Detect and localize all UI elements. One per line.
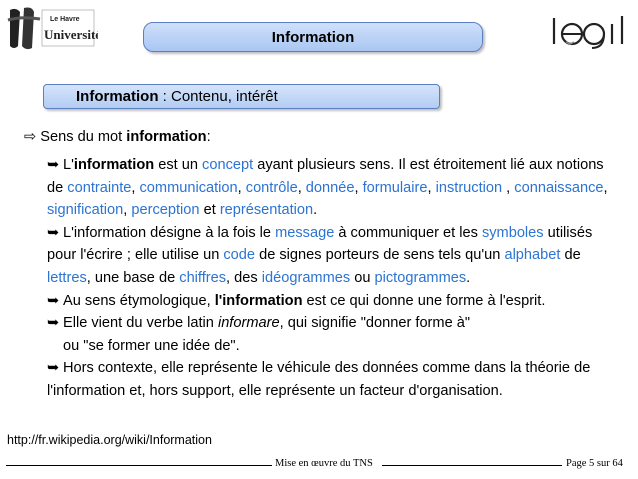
content-area xyxy=(24,126,614,403)
text: L'information désigne à la fois le xyxy=(63,224,276,241)
link-contrainte[interactable]: contrainte xyxy=(67,179,132,196)
text: est ce qui donne une forme à l'esprit. xyxy=(302,292,546,309)
text: , xyxy=(131,179,140,196)
footer-divider-right xyxy=(382,465,562,466)
text: Au sens étymologique, xyxy=(63,292,215,309)
text: de signes porteurs de sens tels qu'un xyxy=(255,247,505,264)
text: , xyxy=(237,179,246,196)
link-instruction[interactable]: instruction xyxy=(435,179,503,196)
link-communication[interactable]: communication xyxy=(139,179,238,196)
slide-title: Information xyxy=(271,28,355,46)
text: . xyxy=(313,202,318,219)
text: ou "se former une idée de". xyxy=(63,337,240,354)
text: , xyxy=(502,179,515,196)
link-code[interactable]: code xyxy=(223,247,256,264)
link-ideogrammes[interactable]: idéogrammes xyxy=(261,269,351,286)
logo-line2: Université xyxy=(44,27,98,42)
bold-text: information xyxy=(73,157,155,173)
text: utilisés pour l'écrire ; elle utilise un xyxy=(47,224,593,264)
text: ou xyxy=(350,269,375,286)
italic-text: informare xyxy=(217,315,280,332)
logo-line1: Le Havre xyxy=(50,16,80,23)
text: , qui signifie "donner forme à" xyxy=(279,315,471,332)
text: , xyxy=(603,179,608,196)
text: , xyxy=(297,179,306,196)
text: , xyxy=(427,179,436,196)
geii-logo xyxy=(546,12,632,52)
link-alphabet[interactable]: alphabet xyxy=(504,247,561,264)
link-pictogrammes[interactable]: pictogrammes xyxy=(374,269,467,286)
link-connaissance[interactable]: connaissance xyxy=(514,179,604,196)
paragraph-2 xyxy=(47,222,614,290)
link-symboles[interactable]: symboles xyxy=(481,224,544,241)
text: de xyxy=(560,247,581,264)
subtitle-box xyxy=(43,84,440,109)
curved-arrow-icon: ➥ xyxy=(47,315,60,332)
curved-arrow-icon: ➥ xyxy=(47,360,60,377)
text: , xyxy=(354,179,363,196)
paragraph-5 xyxy=(47,357,614,402)
text: à communiquer et les xyxy=(334,224,482,241)
link-concept[interactable]: concept xyxy=(202,157,254,173)
text: Hors contexte, elle représente le véhicule des données comme dans la théorie de l'information et, hors support, elle représente un facteur d'organisation. xyxy=(47,360,591,399)
curved-arrow-icon: ➥ xyxy=(47,224,60,241)
source-url-link[interactable]: http://fr.wikipedia.org/wiki/Information xyxy=(7,433,212,447)
universite-logo-graphic xyxy=(6,6,98,52)
footer-course-title: Mise en œuvre du TNS xyxy=(275,458,373,469)
slide-title-box xyxy=(143,22,483,52)
text: , une base de xyxy=(86,269,180,286)
subtitle-rest: : Contenu, intérêt xyxy=(158,88,278,105)
geii-logo-graphic xyxy=(546,12,632,52)
link-message[interactable]: message xyxy=(275,224,335,241)
text: est un xyxy=(154,157,203,173)
text: et xyxy=(199,202,220,219)
text: . xyxy=(466,269,471,286)
text: , xyxy=(123,202,132,219)
link-chiffres[interactable]: chiffres xyxy=(179,269,227,286)
link-representation[interactable]: représentation xyxy=(219,202,314,219)
paragraph-1 xyxy=(47,154,614,222)
heading-bold: information xyxy=(126,129,207,145)
text: Elle vient du verbe latin xyxy=(63,315,218,332)
bold-text: l'information xyxy=(214,292,303,309)
link-perception[interactable]: perception xyxy=(131,202,200,219)
link-formulaire[interactable]: formulaire xyxy=(362,179,428,196)
text: L' xyxy=(63,157,74,173)
footer-divider-left xyxy=(6,465,272,466)
heading-suffix: : xyxy=(206,129,211,145)
section-heading xyxy=(24,126,614,148)
link-controle[interactable]: contrôle xyxy=(245,179,298,196)
heading-prefix: Sens du mot xyxy=(40,129,127,145)
subtitle-bold: Information xyxy=(76,88,159,105)
footer-page-number: Page 5 sur 64 xyxy=(566,458,623,469)
paragraph-list xyxy=(47,154,614,403)
paragraph-3 xyxy=(47,290,614,313)
arrow-right-icon: ⇨ xyxy=(24,129,37,145)
paragraph-4 xyxy=(47,312,614,357)
curved-arrow-icon: ➥ xyxy=(47,292,60,309)
text: , des xyxy=(226,269,262,286)
text: ayant plusieurs sens. Il est étroitement lié aux notions de xyxy=(47,157,604,196)
link-lettres[interactable]: lettres xyxy=(47,269,87,286)
curved-arrow-icon: ➥ xyxy=(47,157,60,173)
link-signification[interactable]: signification xyxy=(47,202,124,219)
universite-le-havre-logo xyxy=(6,6,98,52)
link-donnee[interactable]: donnée xyxy=(305,179,355,196)
